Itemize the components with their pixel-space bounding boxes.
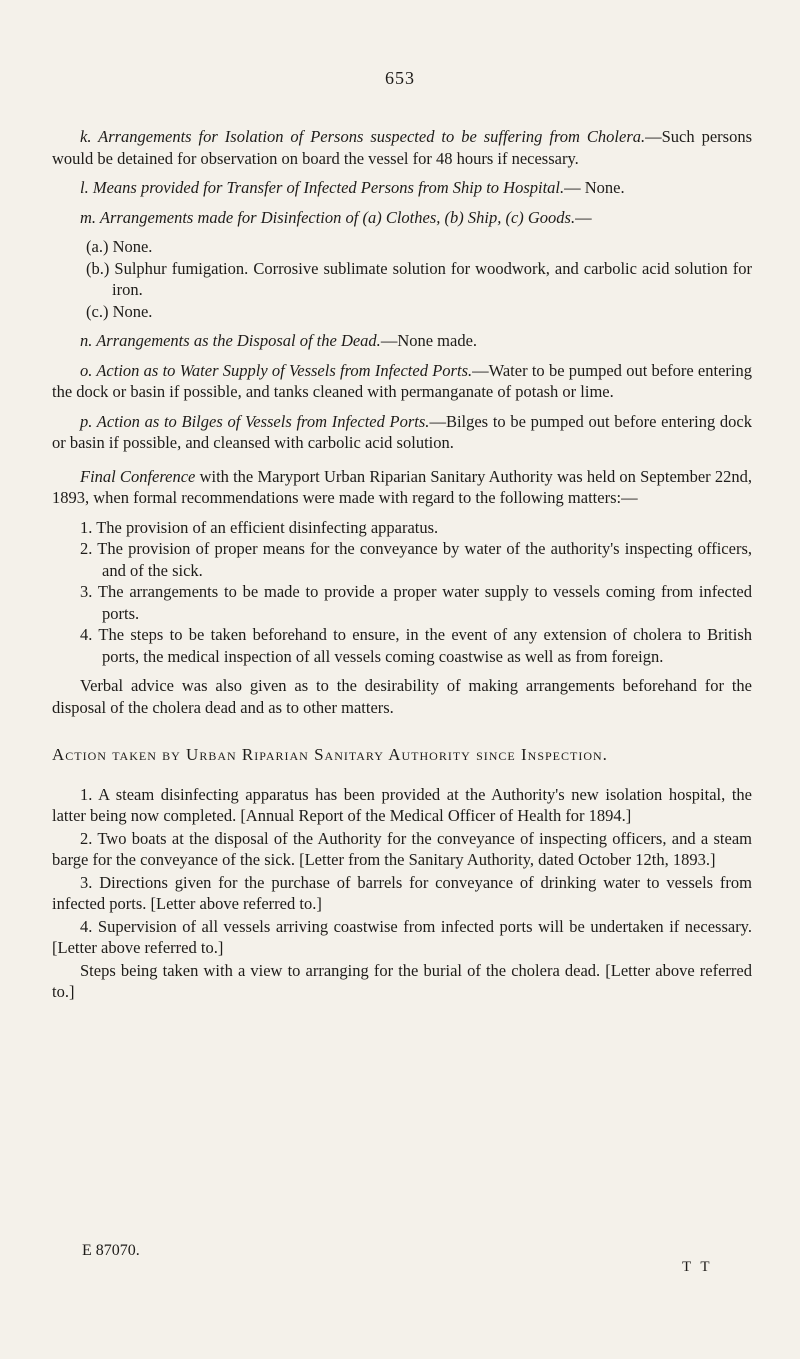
signature-mark: T T xyxy=(682,1259,713,1275)
document-body xyxy=(52,126,752,1004)
item-m-sub-c: (c.) None. xyxy=(86,301,153,321)
item-k-text: —Such persons would be detained for observation on board the vessel for 48 hours if necessary. xyxy=(52,127,752,168)
final-conference-text: with the Maryport Urban Riparian Sanitary Authority was held on September 22nd, 1893, when formal recommendations were made with regard to the following matters:— xyxy=(52,466,752,507)
recommendation-item: 4. The steps to be taken beforehand to ensure, in the event of any extension of cholera to British ports, the medical inspection of all vessels coming coastwise as well as from foreign. xyxy=(80,625,752,666)
item-m-heading: m. Arrangements made for Disinfection of (a) Clothes, (b) Ship, (c) Goods. xyxy=(80,207,576,227)
item-k xyxy=(52,126,752,169)
final-conference-heading: Final Conference xyxy=(80,466,196,486)
item-o-text: —Water to be pumped out before entering the dock or basin if possible, and tanks cleaned with permanganate of potash or lime. xyxy=(52,360,752,401)
print-code: E 87070. xyxy=(82,1242,140,1259)
item-l xyxy=(52,177,752,199)
action-heading: Action taken by Urban Riparian Sanitary Authority since Inspection. xyxy=(52,745,608,764)
verbal-advice: Verbal advice was also given as to the desirability of making arrangements beforehand for the disposal of the cholera dead and as to other matters. xyxy=(52,676,752,717)
action-item: 2. Two boats at the disposal of the Authority for the conveyance of inspecting officers, and a steam barge for the conveyance of the sick. [Letter from the Sanitary Authority, dated October 12th, 1893.] xyxy=(52,828,752,869)
page-number: 653 xyxy=(385,68,415,88)
item-l-text: — None. xyxy=(564,178,625,197)
item-p xyxy=(52,411,752,454)
item-k-heading: k. Arrangements for Isolation of Persons suspected to be suffering from Cholera. xyxy=(80,127,646,146)
item-m-text: — xyxy=(575,207,592,227)
item-o-heading: o. Action as to Water Supply of Vessels from Infected Ports. xyxy=(80,360,473,380)
recommendation-item: 2. The provision of proper means for the conveyance by water of the authority's inspecting officers, and of the sick. xyxy=(80,539,752,580)
item-l-heading: l. Means provided for Transfer of Infected Persons from Ship to Hospital. xyxy=(80,178,565,197)
item-n xyxy=(52,330,752,352)
item-n-heading: n. Arrangements as the Disposal of the Dead. xyxy=(80,331,381,350)
item-m-sub-a: (a.) None. xyxy=(86,237,153,256)
recommendation-item: 1. The provision of an efficient disinfecting apparatus. xyxy=(80,517,439,537)
action-item: 3. Directions given for the purchase of barrels for conveyance of drinking water to vessels from infected ports. [Letter above referred to.] xyxy=(52,872,752,913)
action-item: 4. Supervision of all vessels arriving coastwise from infected ports will be undertaken if necessary. [Letter above referred to.] xyxy=(52,916,752,957)
item-p-text: —Bilges to be pumped out before entering dock or basin if possible, and cleansed with carbolic acid solution. xyxy=(52,411,752,452)
final-conference xyxy=(52,466,752,509)
item-n-text: —None made. xyxy=(380,331,478,350)
recommendation-item: 3. The arrangements to be made to provide a proper water supply to vessels coming from infected ports. xyxy=(80,582,752,623)
item-m-sub-b: (b.) Sulphur fumigation. Corrosive sublimate solution for woodwork, and carbolic acid solution for iron. xyxy=(86,258,752,299)
action-item: Steps being taken with a view to arranging for the burial of the cholera dead. [Letter above referred to.] xyxy=(52,960,752,1001)
item-p-heading: p. Action as to Bilges of Vessels from Infected Ports. xyxy=(80,411,430,431)
action-item: 1. A steam disinfecting apparatus has been provided at the Authority's new isolation hospital, the latter being now completed. [Annual Report of the Medical Officer of Health for 1894.] xyxy=(52,784,752,825)
item-o xyxy=(52,360,752,403)
item-m xyxy=(52,207,752,229)
